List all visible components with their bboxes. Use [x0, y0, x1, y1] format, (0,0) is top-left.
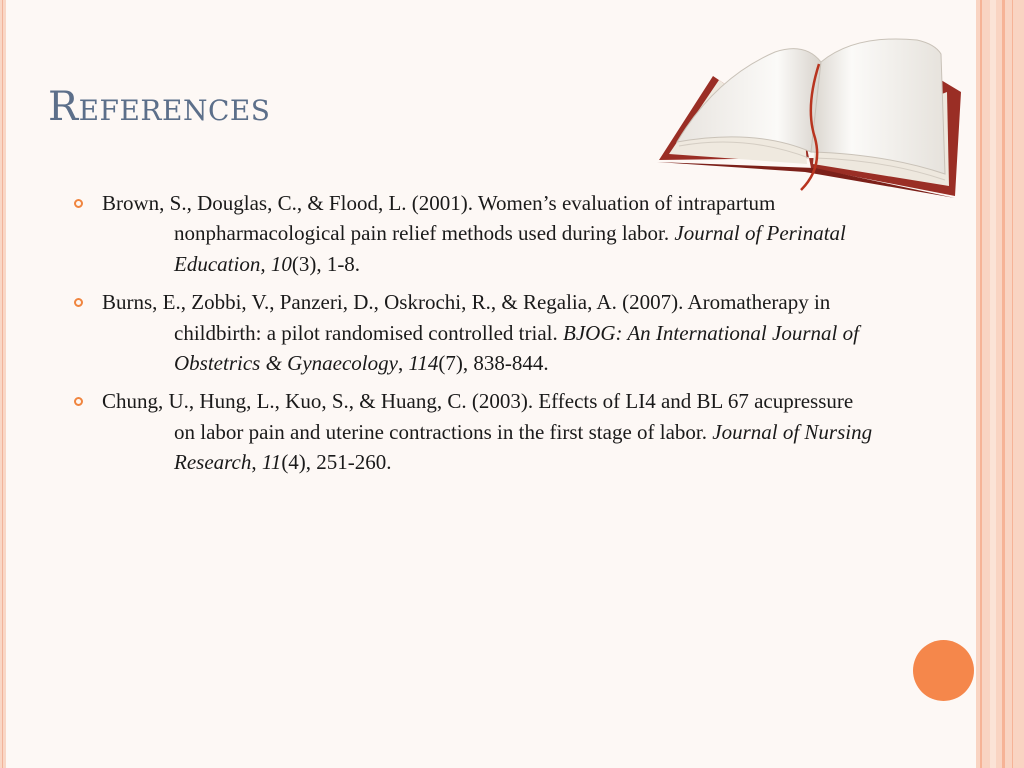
- slide-title: References: [48, 84, 271, 130]
- reference-separator: ,: [397, 351, 409, 376]
- reference-journal: Journal of Perinatal Education, 10: [174, 221, 846, 276]
- reference-issue-pages: (3), 1-8.: [291, 251, 361, 276]
- bullet-icon: [74, 298, 83, 307]
- left-border: [0, 0, 6, 768]
- reference-issue-pages: (7), 838-844.: [438, 351, 549, 376]
- reference-title: Aromatherapy in childbirth: a pilot randomised controlled trial.: [174, 290, 831, 345]
- reference-volume: 11: [261, 450, 282, 475]
- decorative-orange-circle: [913, 640, 974, 701]
- reference-authors: Brown, S., Douglas, C., & Flood, L. (2001).: [102, 191, 478, 215]
- bullet-icon: [74, 397, 83, 406]
- open-book-icon: [655, 18, 965, 198]
- reference-separator: ,: [251, 450, 262, 475]
- reference-title: Effects of LI4 and BL 67 acupressure on labor pain and uterine contractions in the first stage of labor.: [174, 389, 854, 444]
- right-decorative-frame: [976, 0, 1024, 768]
- reference-journal: BJOG: An International Journal of Obstetrics & Gynaecology: [174, 320, 859, 376]
- reference-authors: Chung, U., Hung, L., Kuo, S., & Huang, C. (2003).: [102, 389, 539, 414]
- reference-item-brown-2001: [74, 188, 874, 279]
- reference-item-burns-2007: [74, 287, 874, 378]
- reference-authors: Burns, E., Zobbi, V., Panzeri, D., Oskrochi, R., & Regalia, A. (2007).: [102, 290, 688, 315]
- reference-issue-pages: (4), 251-260.: [281, 450, 392, 475]
- reference-journal: Journal of Nursing Research: [174, 419, 873, 475]
- reference-volume: 114: [408, 351, 439, 376]
- bullet-icon: [74, 199, 83, 208]
- reference-item-chung-2003: [74, 386, 874, 477]
- reference-title: Women’s evaluation of intrapartum nonpharmacological pain relief methods used during labor.: [174, 191, 776, 246]
- reference-list: [74, 188, 874, 486]
